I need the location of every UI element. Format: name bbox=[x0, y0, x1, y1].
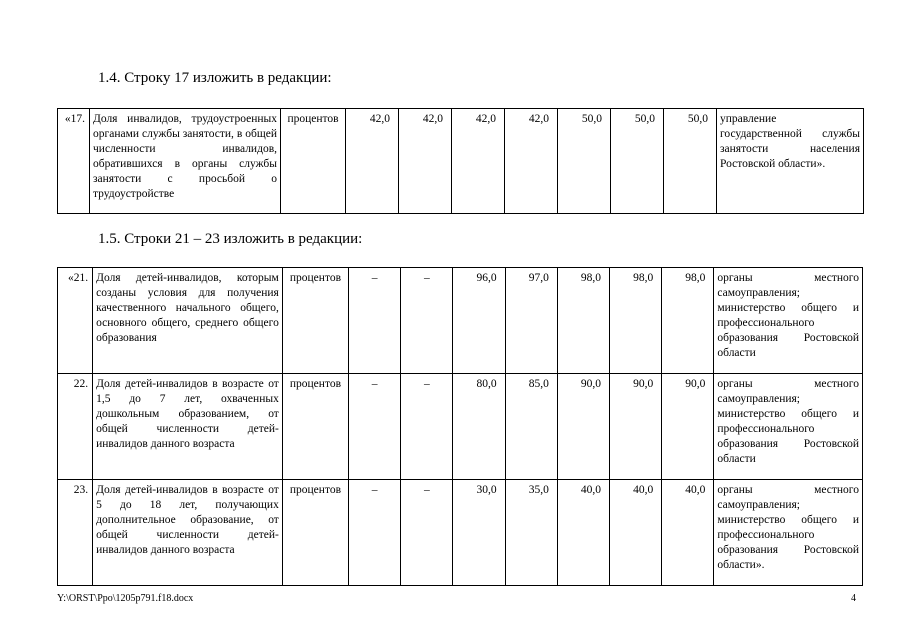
table-row bbox=[58, 268, 863, 374]
year-value-3: 42,0 bbox=[452, 109, 505, 214]
year-value-1: 42,0 bbox=[346, 109, 399, 214]
year-value-3: 80,0 bbox=[453, 374, 505, 480]
table-row bbox=[58, 480, 863, 586]
year-value-6: 98,0 bbox=[610, 268, 662, 374]
responsible-executor: органы местного самоуправления; министерство общего и профессионального образования Ростовской области bbox=[714, 268, 863, 374]
year-value-7: 90,0 bbox=[662, 374, 714, 480]
year-value-3: 30,0 bbox=[453, 480, 505, 586]
section-heading-1-5: 1.5. Строки 21 – 23 изложить в редакции: bbox=[98, 231, 363, 247]
table-rows-21-23 bbox=[57, 267, 863, 586]
section-heading-1-4: 1.4. Строку 17 изложить в редакции: bbox=[98, 70, 332, 86]
year-value-2: – bbox=[401, 480, 453, 586]
year-value-5: 90,0 bbox=[557, 374, 609, 480]
row-number: 22. bbox=[58, 374, 93, 480]
year-value-7: 98,0 bbox=[662, 268, 714, 374]
year-value-6: 40,0 bbox=[610, 480, 662, 586]
year-value-5: 50,0 bbox=[558, 109, 611, 214]
year-value-7: 40,0 bbox=[662, 480, 714, 586]
table-row-17 bbox=[57, 108, 864, 214]
row-number: «17. bbox=[58, 109, 90, 214]
year-value-3: 96,0 bbox=[453, 268, 505, 374]
responsible-executor: органы местного самоуправления; министерство общего и профессионального образования Ростовской области bbox=[714, 374, 863, 480]
year-value-6: 90,0 bbox=[610, 374, 662, 480]
year-value-7: 50,0 bbox=[664, 109, 717, 214]
indicator-name: Доля инвалидов, трудоустроенных органами службы занятости, в общей численности инвалидов, обратившихся в органы службы занятости с просьбой о трудоустройстве bbox=[90, 109, 281, 214]
year-value-6: 50,0 bbox=[611, 109, 664, 214]
year-value-4: 35,0 bbox=[505, 480, 557, 586]
year-value-1: – bbox=[349, 480, 401, 586]
row-number: 23. bbox=[58, 480, 93, 586]
year-value-5: 98,0 bbox=[557, 268, 609, 374]
footer-file-path: Y:\ORST\Ppo\1205p791.f18.docx bbox=[57, 593, 194, 604]
indicator-name: Доля детей-инвалидов в возрасте от 5 до 18 лет, получающих дополнительное образование, от общей численности детей-инвалидов данного возраста bbox=[93, 480, 283, 586]
year-value-2: 42,0 bbox=[399, 109, 452, 214]
table-row bbox=[58, 109, 864, 214]
year-value-1: – bbox=[349, 268, 401, 374]
year-value-4: 97,0 bbox=[505, 268, 557, 374]
responsible-executor: управление государственной службы занятости населения Ростовской области». bbox=[717, 109, 864, 214]
unit-of-measure: процентов bbox=[282, 480, 348, 586]
indicator-name: Доля детей-инвалидов, которым созданы условия для получения качественного начального общего, основного общего, среднего общего образования bbox=[93, 268, 283, 374]
table-row bbox=[58, 374, 863, 480]
year-value-5: 40,0 bbox=[557, 480, 609, 586]
unit-of-measure: процентов bbox=[282, 374, 348, 480]
responsible-executor: органы местного самоуправления; министерство общего и профессионального образования Ростовской области». bbox=[714, 480, 863, 586]
year-value-2: – bbox=[401, 374, 453, 480]
year-value-1: – bbox=[349, 374, 401, 480]
unit-of-measure: процентов bbox=[282, 268, 348, 374]
indicator-name: Доля детей-инвалидов в возрасте от 1,5 до 7 лет, охваченных дошкольным образованием, от общей численности детей-инвалидов данного возраста bbox=[93, 374, 283, 480]
year-value-4: 85,0 bbox=[505, 374, 557, 480]
unit-of-measure: процентов bbox=[281, 109, 346, 214]
row-number: «21. bbox=[58, 268, 93, 374]
year-value-4: 42,0 bbox=[505, 109, 558, 214]
footer-page-number: 4 bbox=[851, 593, 856, 604]
year-value-2: – bbox=[401, 268, 453, 374]
